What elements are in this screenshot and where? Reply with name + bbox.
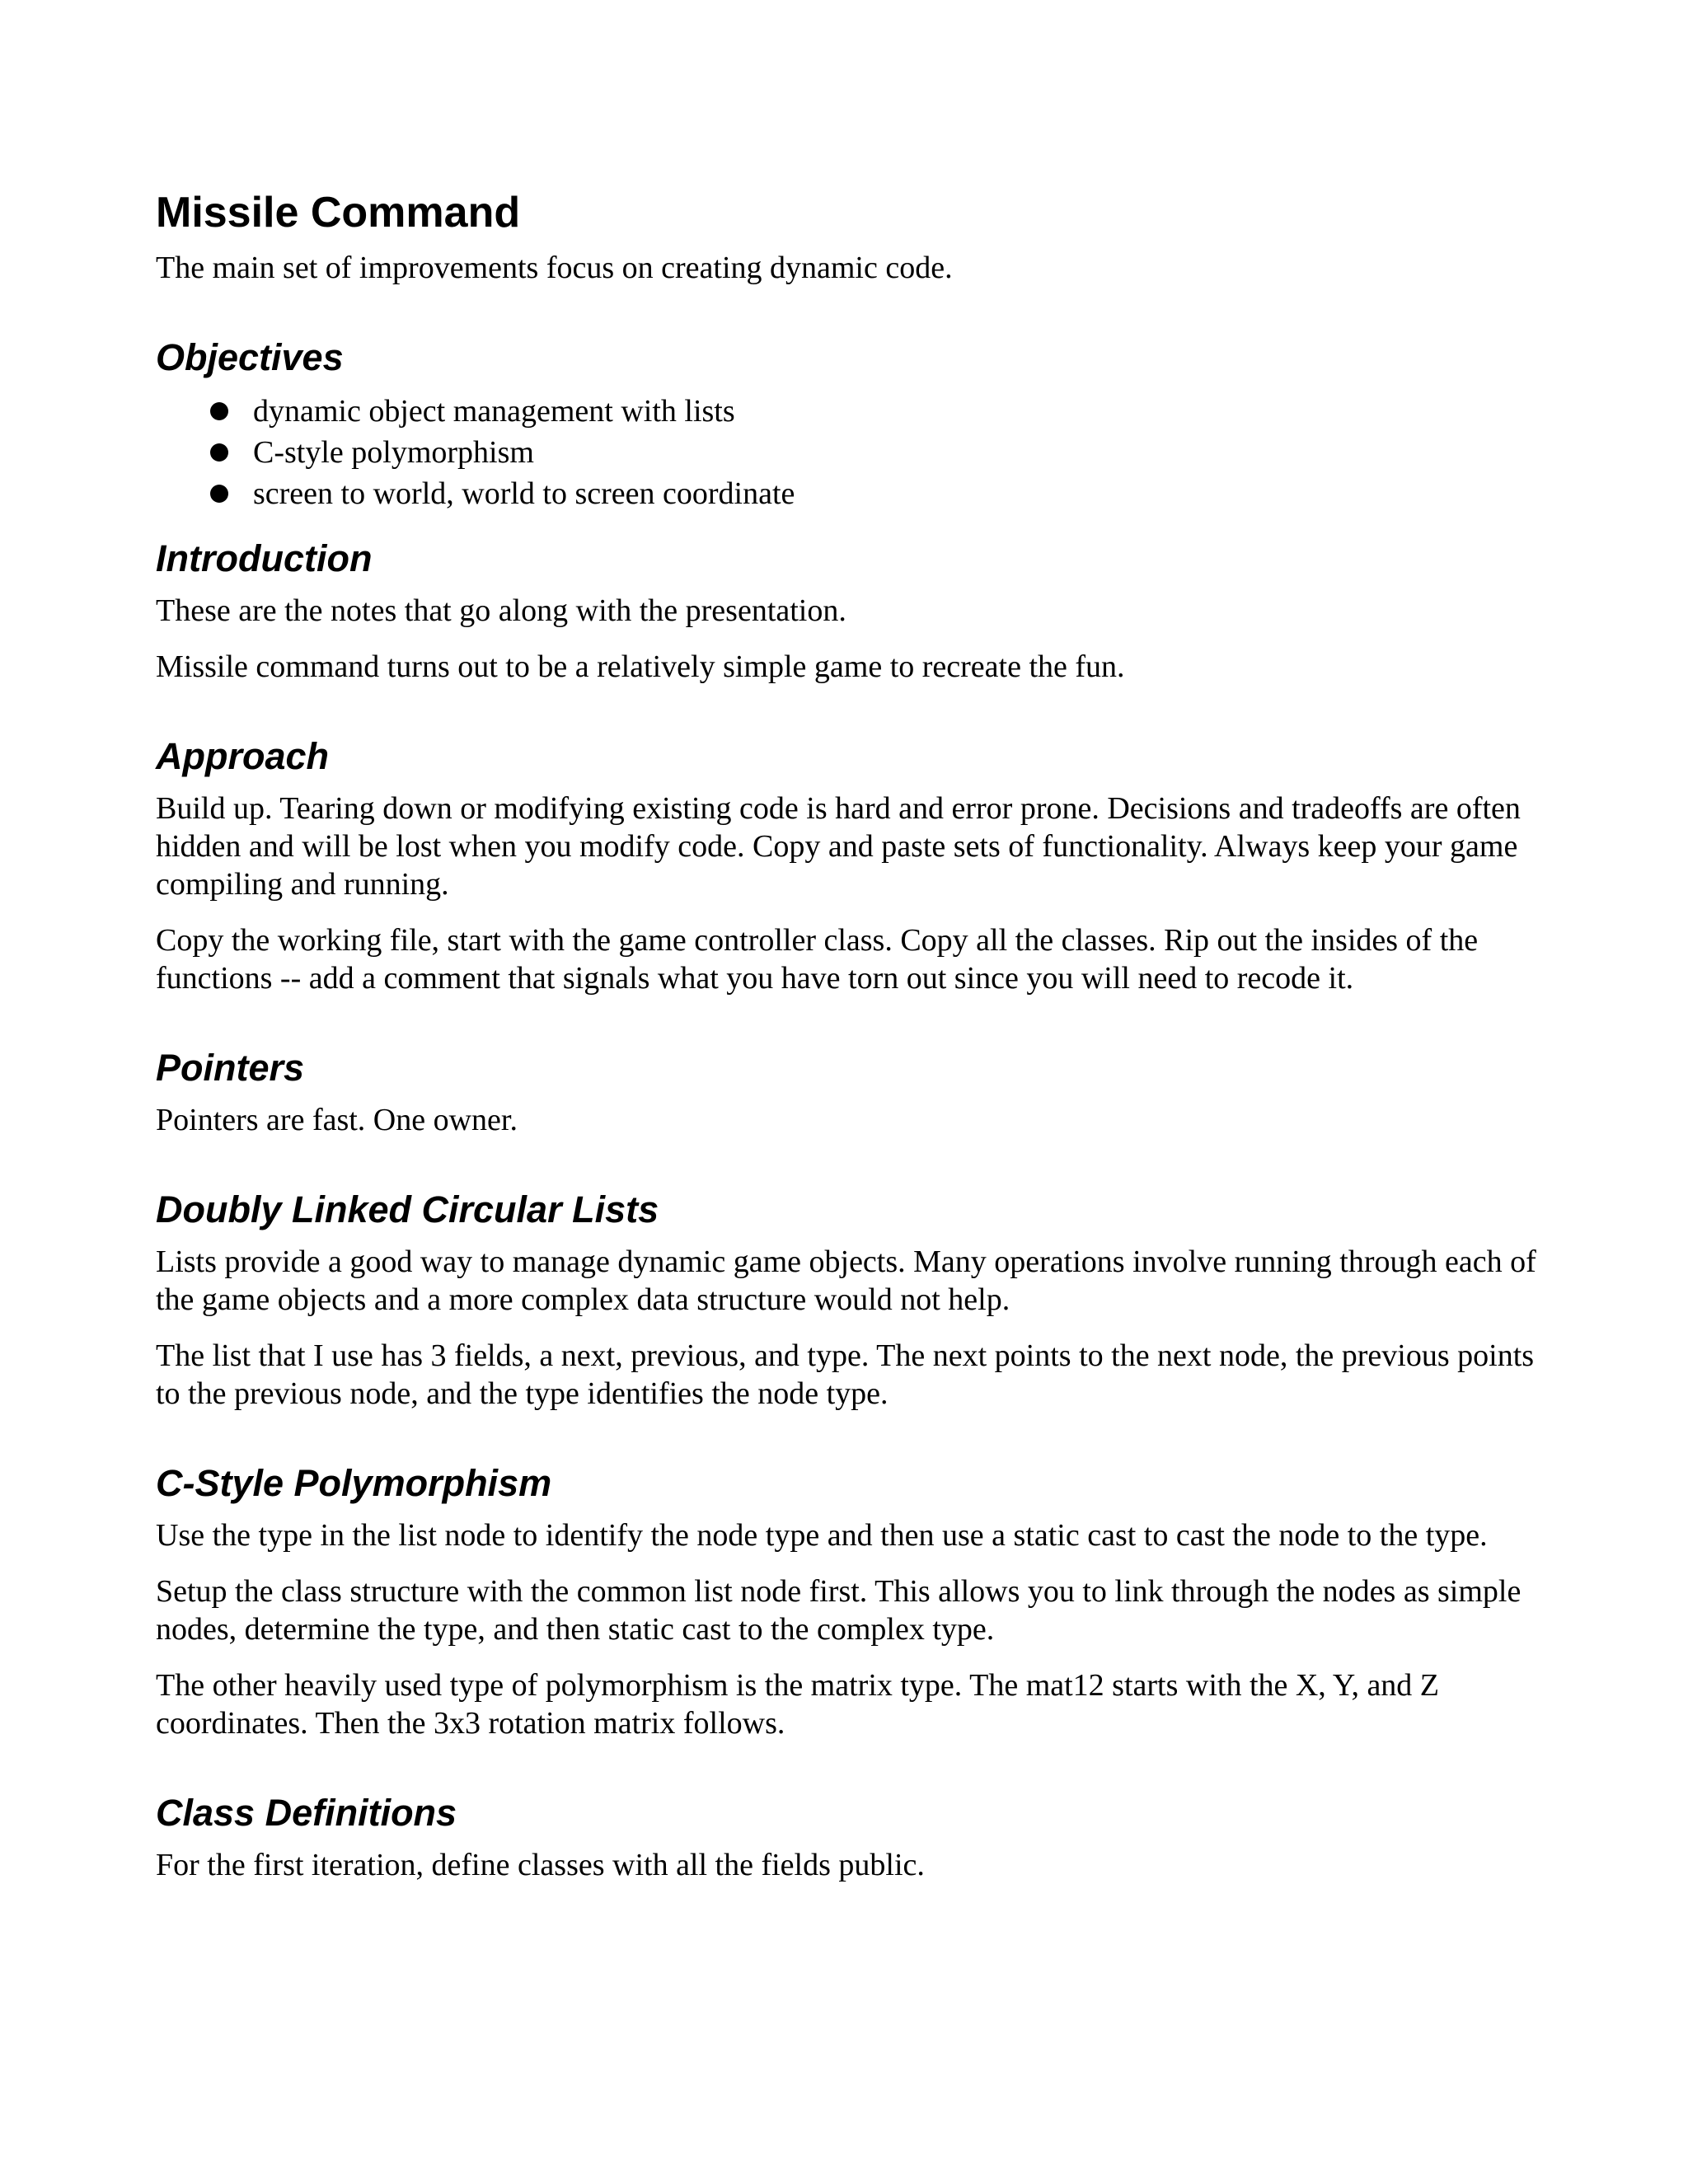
- page-title: Missile Command: [156, 189, 521, 237]
- section-introduction: [156, 536, 1540, 686]
- bullet-icon: [210, 443, 228, 462]
- paragraph: Setup the class structure with the common list node first. This allows you to link through the nodes as simple nodes, determine the type, and then static cast to the complex type.: [156, 1574, 1522, 1647]
- paragraph: These are the notes that go along with the presentation.: [156, 593, 846, 628]
- objectives-list: [156, 391, 1540, 514]
- section-heading: Pointers: [156, 1047, 305, 1089]
- paragraph: Lists provide a good way to manage dynamic game objects. Many operations involve running through each of the game objects and a more complex data structure would not help.: [156, 1244, 1536, 1317]
- section-approach: [156, 733, 1540, 997]
- paragraph: The list that I use has 3 fields, a next, previous, and type. The next points to the next node, the previous points to the previous node, and the type identifies the node type.: [156, 1338, 1535, 1411]
- paragraph: Missile command turns out to be a relatively simple game to recreate the fun.: [156, 649, 1125, 684]
- paragraph: For the first iteration, define classes with all the fields public.: [156, 1848, 925, 1882]
- paragraph: Use the type in the list node to identify the node type and then use a static cast to cast the node to the type.: [156, 1518, 1488, 1553]
- paragraph: Pointers are fast. One owner.: [156, 1103, 518, 1137]
- paragraph: Build up. Tearing down or modifying existing code is hard and error prone. Decisions and tradeoffs are often hidden and will be lost when you modify code. Copy and paste sets of functionality. Always keep your game compiling and running.: [156, 791, 1521, 902]
- section-heading: C-Style Polymorphism: [156, 1462, 552, 1504]
- section-polymorphism: [156, 1460, 1540, 1742]
- section-heading: Approach: [156, 735, 330, 777]
- bullet-icon: [210, 402, 228, 420]
- list-item: C-style polymorphism: [156, 432, 1540, 473]
- section-heading: Objectives: [156, 336, 344, 378]
- section-lists: [156, 1187, 1540, 1413]
- bullet-icon: [210, 485, 228, 503]
- section-heading: Class Definitions: [156, 1792, 457, 1834]
- paragraph: The other heavily used type of polymorphism is the matrix type. The mat12 starts with the X, Y, and Z coordinates. Then the 3x3 rotation matrix follows.: [156, 1668, 1440, 1741]
- paragraph: Copy the working file, start with the game controller class. Copy all the classes. Rip out the insides of the functions -- add a comment that signals what you have torn out since you will need to recode it.: [156, 923, 1479, 996]
- section-objectives: [156, 335, 1540, 514]
- section-class-definitions: [156, 1790, 1540, 1884]
- section-heading: Doubly Linked Circular Lists: [156, 1188, 659, 1230]
- section-pointers: [156, 1045, 1540, 1139]
- list-item: dynamic object management with lists: [156, 391, 1540, 432]
- section-heading: Introduction: [156, 537, 373, 579]
- intro-paragraph: The main set of improvements focus on creating dynamic code.: [156, 251, 953, 285]
- document-page: [156, 186, 1540, 1902]
- list-item: screen to world, world to screen coordinate: [156, 473, 1540, 514]
